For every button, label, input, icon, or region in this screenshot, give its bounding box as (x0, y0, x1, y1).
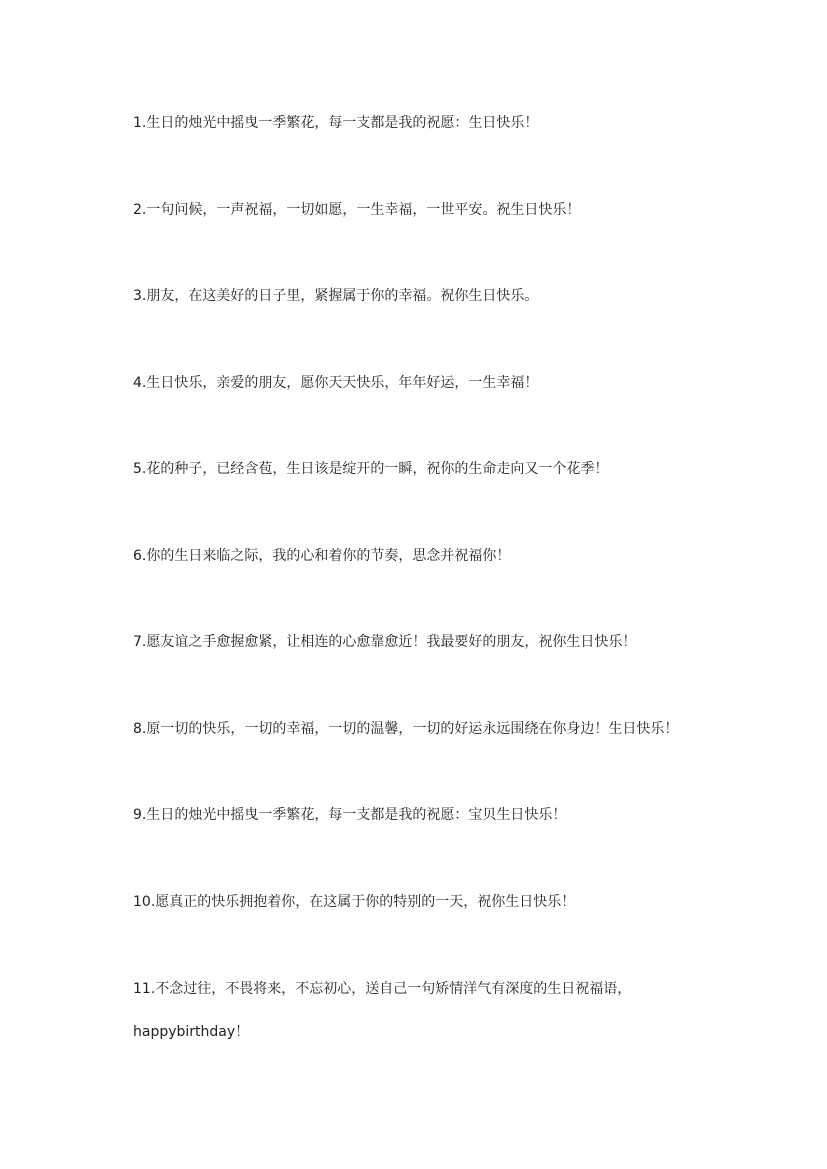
wish-line-9: 9.生日的烛光中摇曳一季繁花，每一支都是我的祝愿：宝贝生日快乐！ (133, 807, 567, 823)
wish-line-7: 7.愿友谊之手愈握愈紧，让相连的心愈靠愈近！我最要好的朋友，祝你生日快乐！ (133, 634, 637, 650)
wish-line-1: 1.生日的烛光中摇曳一季繁花，每一支都是我的祝愿：生日快乐！ (133, 115, 539, 131)
wish-line-8: 8.原一切的快乐，一切的幸福，一切的温馨，一切的好运永远围绕在你身边！生日快乐！ (133, 721, 679, 737)
wish-line-4: 4.生日快乐，亲爱的朋友，愿你天天快乐，年年好运，一生幸福！ (133, 375, 539, 391)
wish-line-3: 3.朋友，在这美好的日子里，紧握属于你的幸福。祝你生日快乐。 (133, 288, 539, 304)
wish-line-10: 10.愿真正的快乐拥抱着你，在这属于你的特别的一天，祝你生日快乐！ (133, 894, 576, 910)
wish-line-11-continuation: happybirthday！ (133, 1024, 250, 1040)
wish-line-5: 5.花的种子，已经含苞，生日该是绽开的一瞬，祝你的生命走向又一个花季！ (133, 461, 609, 477)
wish-line-6: 6.你的生日来临之际，我的心和着你的节奏，思念并祝福你！ (133, 548, 511, 564)
wish-line-2: 2.一句问候，一声祝福，一切如愿，一生幸福，一世平安。祝生日快乐！ (133, 202, 581, 218)
wish-line-11: 11.不念过往，不畏将来，不忘初心，送自己一句矫情洋气有深度的生日祝福语， (133, 981, 632, 997)
